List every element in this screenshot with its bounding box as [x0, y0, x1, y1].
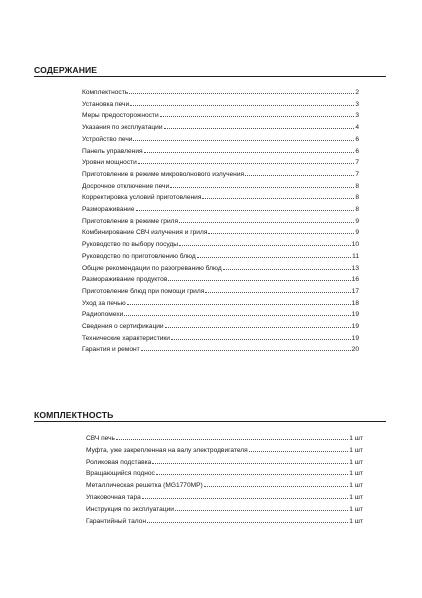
- dot-leader: [175, 504, 348, 511]
- dot-leader: [160, 110, 355, 117]
- dot-leader: [133, 134, 354, 141]
- dot-leader: [127, 298, 351, 305]
- dot-leader: [124, 309, 350, 316]
- toc-entry-label: Сведения о сертификации: [82, 323, 164, 331]
- toc-entry-label: Указания по эксплуатации: [82, 124, 163, 132]
- dot-leader: [249, 445, 348, 452]
- contents-heading: СОДЕРЖАНИЕ: [34, 65, 98, 75]
- toc-entry-page: 18: [351, 299, 359, 307]
- kit-item-label: Инструкция по эксплуатации: [86, 505, 174, 513]
- toc-entry-label: Приготовление блюд при помощи гриля: [82, 287, 205, 295]
- kit-item: [86, 492, 363, 504]
- dot-leader: [147, 516, 348, 523]
- dot-leader: [141, 344, 351, 351]
- contents-divider: [34, 76, 386, 77]
- kit-item-label: Упаковочная тара: [86, 493, 141, 501]
- kit-item-qty: 1 шт: [349, 446, 363, 454]
- kit-item-qty: 1 шт: [349, 435, 363, 442]
- toc-entry-page: 9: [355, 217, 359, 225]
- toc-entry-page: 11: [352, 252, 359, 260]
- dot-leader: [136, 204, 355, 211]
- toc-entry-page: 20: [351, 346, 359, 354]
- toc-entry-page: 17: [351, 287, 359, 295]
- toc-entry-label: Радиопомехи: [82, 311, 124, 319]
- toc-entry[interactable]: [82, 110, 359, 122]
- toc-entry-label: Устройство печи: [82, 135, 133, 143]
- kit-item-qty: 1 шт: [349, 482, 363, 490]
- toc-entry-label: Приготовление в режиме микроволнового излучения: [82, 170, 245, 178]
- toc-entry[interactable]: [82, 134, 359, 146]
- dot-leader: [116, 433, 348, 440]
- toc-entry-page: 8: [355, 194, 359, 202]
- dot-leader: [142, 492, 348, 499]
- toc-entry-page: 3: [355, 112, 359, 120]
- dot-leader: [164, 122, 355, 129]
- kit-item-label: Роликовая подставка: [86, 458, 152, 466]
- kit-divider: [34, 421, 386, 422]
- kit-list: [86, 433, 363, 527]
- kit-item-qty: 1 шт: [349, 470, 363, 478]
- toc-entry-label: Корректировка условий приготовления: [82, 194, 202, 202]
- contents-list: [82, 87, 359, 356]
- dot-leader: [144, 146, 355, 153]
- toc-entry-page: 8: [355, 206, 359, 214]
- toc-entry[interactable]: [82, 298, 359, 310]
- toc-entry[interactable]: [82, 157, 359, 169]
- toc-entry[interactable]: [82, 333, 359, 345]
- kit-item-qty: 1 шт: [349, 458, 363, 466]
- toc-entry-label: Приготовление в режиме гриля: [82, 217, 179, 225]
- toc-entry-page: 2: [355, 89, 359, 96]
- toc-entry-label: Установка печи: [82, 100, 130, 108]
- toc-entry-label: Размораживание: [82, 206, 135, 214]
- toc-entry[interactable]: [82, 227, 359, 239]
- toc-entry[interactable]: [82, 169, 359, 181]
- kit-heading: КОМПЛЕКТНОСТЬ: [34, 410, 114, 420]
- toc-entry-page: 9: [355, 229, 359, 237]
- toc-entry-label: Панель управления: [82, 147, 143, 155]
- toc-entry-page: 19: [351, 311, 359, 319]
- toc-entry-label: Уровни мощности: [82, 159, 137, 167]
- toc-entry[interactable]: [82, 181, 359, 193]
- toc-entry[interactable]: [82, 99, 359, 111]
- kit-item-label: СВЧ печь: [86, 435, 115, 442]
- toc-entry-page: 6: [355, 135, 359, 143]
- kit-item: [86, 516, 363, 528]
- dot-leader: [223, 263, 351, 270]
- toc-entry[interactable]: [82, 192, 359, 204]
- toc-entry[interactable]: [82, 146, 359, 158]
- toc-entry-label: Досрочное отключение печи: [82, 182, 170, 190]
- dot-leader: [205, 286, 350, 293]
- dot-leader: [179, 239, 351, 246]
- toc-entry[interactable]: [82, 239, 359, 251]
- kit-item: [86, 445, 363, 457]
- toc-entry-page: 4: [355, 124, 359, 132]
- kit-item-qty: 1 шт: [349, 505, 363, 513]
- toc-entry[interactable]: [82, 286, 359, 298]
- dot-leader: [168, 274, 350, 281]
- dot-leader: [202, 192, 354, 199]
- dot-leader: [138, 157, 355, 164]
- toc-entry-label: Комбинирование СВЧ излучения и гриля: [82, 229, 208, 237]
- dot-leader: [171, 333, 351, 340]
- toc-entry[interactable]: [82, 216, 359, 228]
- kit-item: [86, 504, 363, 516]
- dot-leader: [152, 457, 348, 464]
- toc-entry[interactable]: [82, 204, 359, 216]
- toc-entry[interactable]: [82, 344, 359, 356]
- dot-leader: [130, 99, 354, 106]
- toc-entry-label: Комплектность: [82, 89, 129, 96]
- toc-entry-page: 19: [351, 334, 359, 342]
- toc-entry-page: 7: [355, 170, 359, 178]
- toc-entry-page: 6: [355, 147, 359, 155]
- toc-entry-label: Общие рекомендации по разогреванию блюд: [82, 264, 222, 272]
- kit-item-qty: 1 шт: [349, 517, 363, 525]
- kit-item: [86, 433, 363, 445]
- dot-leader: [129, 87, 354, 94]
- toc-entry-label: Технические характеристики: [82, 334, 170, 342]
- toc-entry-page: 10: [351, 241, 359, 249]
- toc-entry-page: 19: [351, 323, 359, 331]
- toc-entry-label: Руководство по приготовлению блюд: [82, 252, 196, 260]
- kit-item: [86, 468, 363, 480]
- dot-leader: [170, 181, 354, 188]
- toc-entry[interactable]: [82, 251, 359, 263]
- toc-entry[interactable]: [82, 122, 359, 134]
- kit-item: [86, 480, 363, 492]
- toc-entry[interactable]: [82, 87, 359, 99]
- toc-entry-page: 3: [355, 100, 359, 108]
- kit-item: [86, 457, 363, 469]
- toc-entry-label: Меры предосторожности: [82, 112, 159, 120]
- toc-entry[interactable]: [82, 321, 359, 333]
- toc-entry-page: 13: [351, 264, 359, 272]
- kit-item-label: Муфта, уже закрепленная на валу электродвигателя: [86, 446, 248, 454]
- toc-entry-label: Размораживание продуктов: [82, 276, 168, 284]
- kit-item-label: Гарантийный талон: [86, 517, 146, 525]
- toc-entry[interactable]: [82, 309, 359, 321]
- toc-entry-page: 8: [355, 182, 359, 190]
- kit-item-qty: 1 шт: [349, 493, 363, 501]
- toc-entry-label: Уход за печью: [82, 299, 126, 307]
- toc-entry-label: Гарантия и ремонт: [82, 346, 140, 354]
- dot-leader: [245, 169, 354, 176]
- dot-leader: [197, 251, 351, 258]
- dot-leader: [156, 468, 348, 475]
- kit-item-label: Металлическая решетка (MG1770MP): [86, 482, 203, 490]
- dot-leader: [204, 480, 348, 487]
- kit-item-label: Вращающийся поднос: [86, 470, 155, 478]
- dot-leader: [165, 321, 351, 328]
- toc-entry[interactable]: [82, 263, 359, 275]
- toc-entry[interactable]: [82, 274, 359, 286]
- dot-leader: [208, 227, 354, 234]
- dot-leader: [179, 216, 354, 223]
- toc-entry-page: 7: [355, 159, 359, 167]
- toc-entry-page: 16: [351, 276, 359, 284]
- toc-entry-label: Руководство по выбору посуды: [82, 241, 179, 249]
